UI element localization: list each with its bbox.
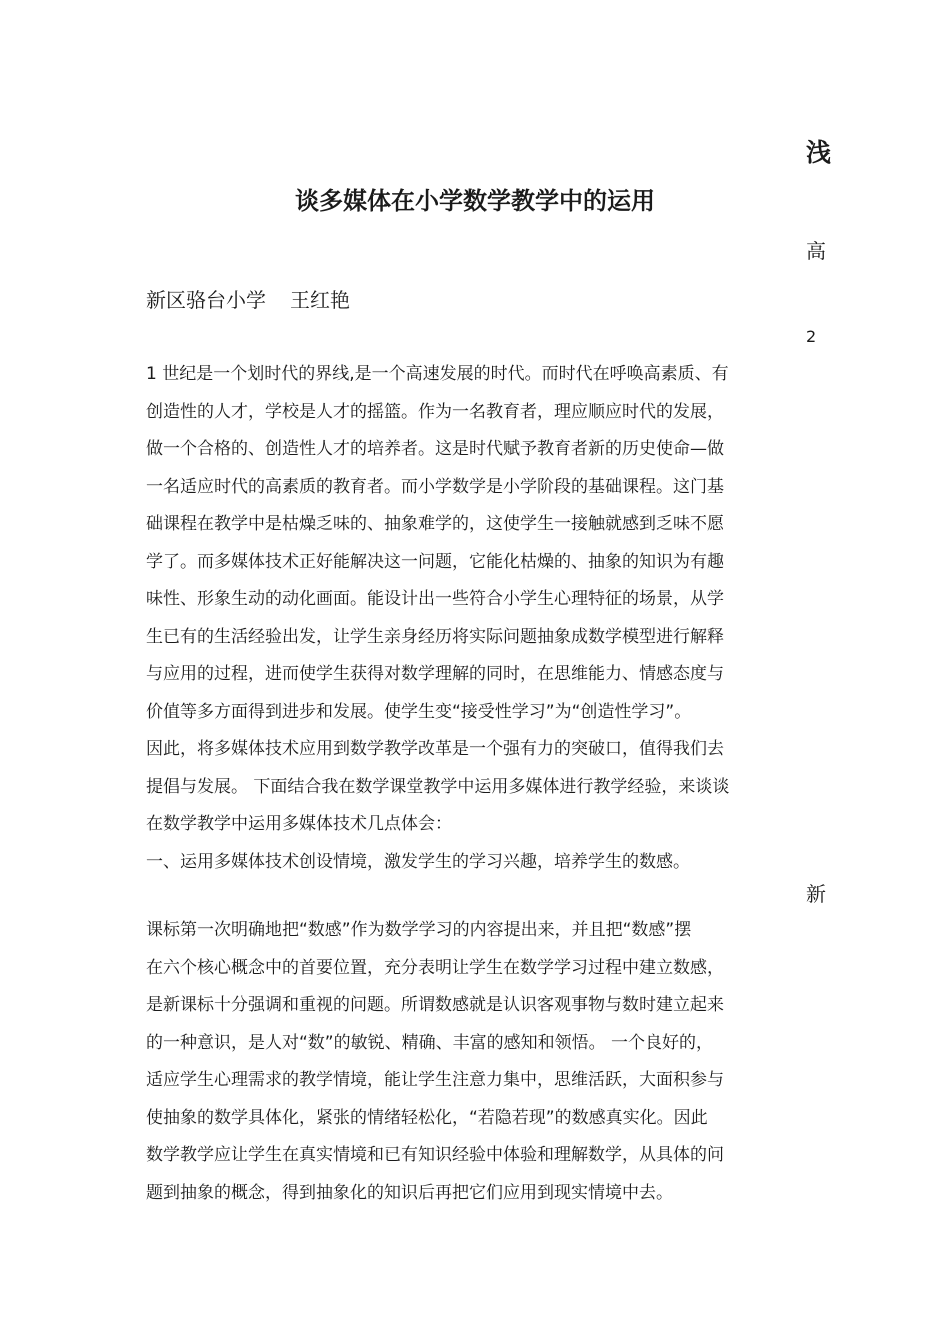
text-line: 做一个合格的、创造性人才的培养者。这是时代赋予教育者新的历史使命—做 [146,439,724,459]
text-line: 1 世纪是一个划时代的界线,是一个高速发展的时代。而时代在呼唤高素质、有 [146,364,729,384]
paragraph-2 [146,912,814,1212]
text-line: 使抽象的数学具体化，紧张的情绪轻松化，“若隐若现”的数感真实化。因此 [146,1107,708,1128]
text-line: 础课程在教学中是枯燥乏味的、抽象难学的，这使学生一接触就感到乏味不愿 [146,514,724,534]
text-line: 提倡与发展。 下面结合我在数学课堂教学中运用多媒体进行教学经验，来谈谈 [146,776,730,797]
text-line: 在数学教学中运用多媒体技术几点体会： [146,814,452,834]
text-line: 创造性的人才，学校是人才的摇篮。作为一名教育者，理应顺应时代的发展， [146,401,724,422]
text-line: 数学教学应让学生在真实情境和已有知识经验中体验和理解数学，从具体的问 [146,1145,724,1165]
text-line: 的一种意识，是人对“数”的敏锐、精确、丰富的感知和领悟。 一个良好的， [146,1032,714,1053]
text-line: 题到抽象的概念，得到抽象化的知识后再把它们应用到现实情境中去。 [146,1182,673,1203]
text-line: 与应用的过程，进而使学生获得对数学理解的同时，在思维能力、情感态度与 [146,664,724,684]
text-line: 生已有的生活经验出发，让学生亲身经历将实际问题抽象成数学模型进行解释 [146,626,724,647]
text-line: 价值等多方面得到进步和发展。使学生变“接受性学习”为“创造性学习”。 [146,701,692,722]
text-line: 因此，将多媒体技术应用到数学教学改革是一个强有力的突破口，值得我们去 [146,739,724,759]
text-line: 是新课标十分强调和重视的问题。所谓数感就是认识客观事物与数时建立起来 [146,995,724,1015]
edge-char-xin: 新 [806,882,826,906]
edge-char-gao: 高 [806,239,826,263]
section-heading-1: 一、运用多媒体技术创设情境，激发学生的学习兴趣，培养学生的数感。 [146,851,690,872]
text-line: 一名适应时代的高素质的教育者。而小学数学是小学阶段的基础课程。这门基 [146,476,724,497]
byline-author: 王红艳 [290,288,350,312]
text-line: 学了。而多媒体技术正好能解决这一问题，它能化枯燥的、抽象的知识为有趣 [146,551,724,572]
edge-digit-2: 2 [806,327,817,346]
text-line: 课标第一次明确地把“数感”作为数学学习的内容提出来，并且把“数感”摆 [146,920,692,940]
page-title: 谈多媒体在小学数学教学中的运用 [295,187,655,215]
text-line: 适应学生心理需求的教学情境，能让学生注意力集中，思维活跃，大面积参与 [146,1070,724,1090]
byline [146,286,350,314]
title-first-char: 浅 [806,138,832,167]
byline-school: 新区骆台小学 [146,288,266,312]
paragraph-1 [146,356,814,881]
text-line: 在六个核心概念中的首要位置，充分表明让学生在数学学习过程中建立数感， [146,957,724,978]
text-line: 味性、形象生动的动化画面。能设计出一些符合小学生心理特征的场景，从学 [146,589,724,609]
